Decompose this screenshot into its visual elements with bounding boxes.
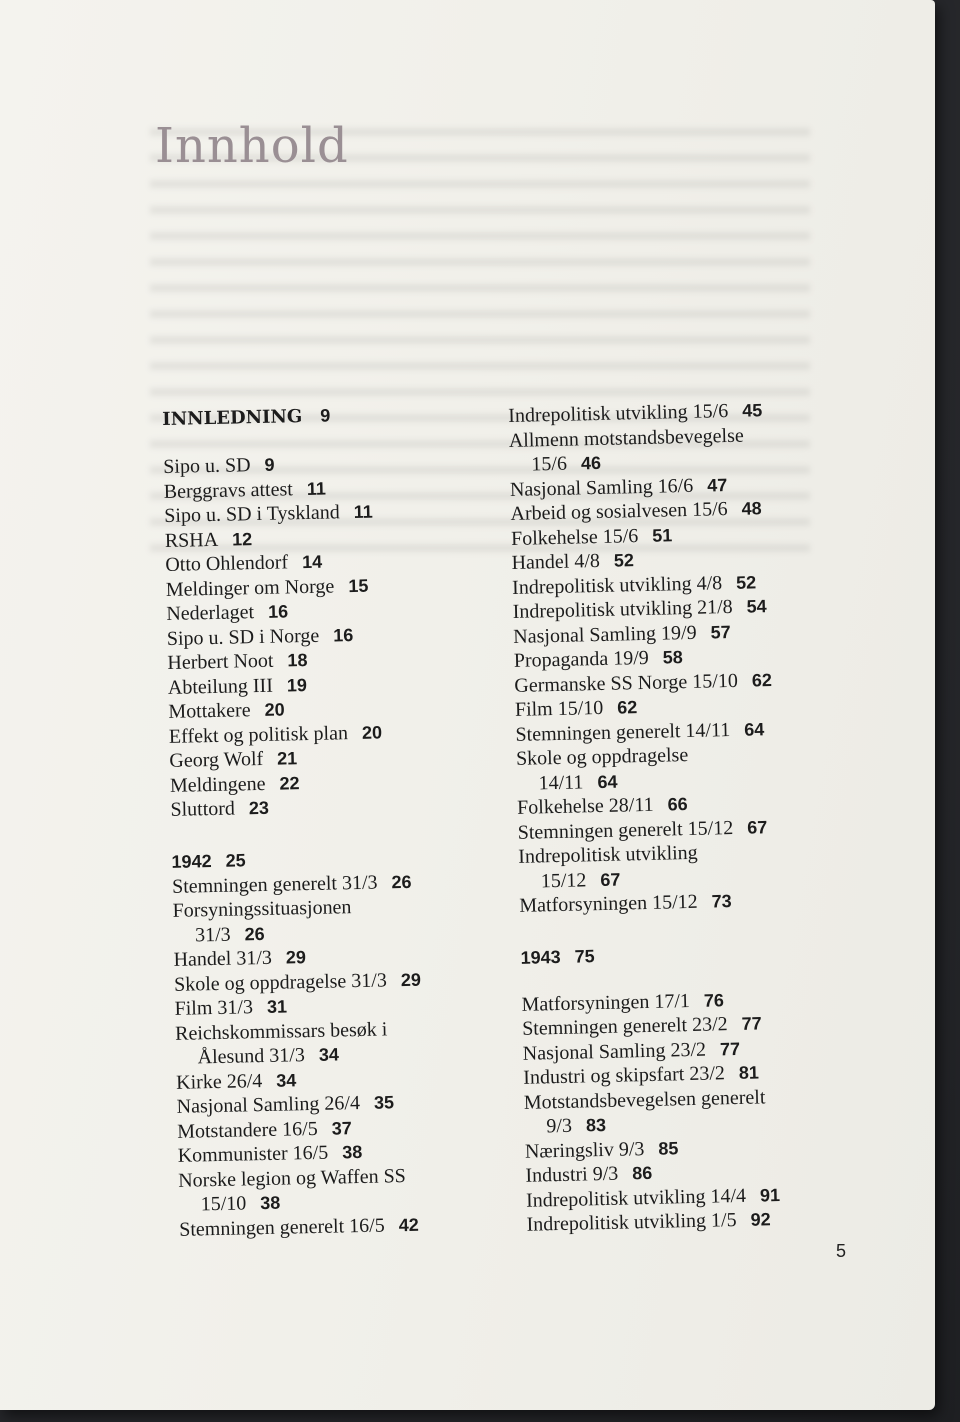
entry-page: 37 xyxy=(331,1117,352,1139)
entry-title: Effekt og politisk plan xyxy=(168,721,349,748)
entry-page: 20 xyxy=(264,699,285,720)
entry-title: Handel 4/8 xyxy=(511,549,601,574)
entry-title: Nasjonal Samling 19/9 xyxy=(513,621,697,648)
entry-title: Film 31/3 xyxy=(174,996,254,1020)
entry-title: Georg Wolf xyxy=(169,747,264,772)
entry-title-cont: Ålesund 31/3 xyxy=(197,1044,306,1069)
entry-title: Stemningen generelt 31/3 xyxy=(171,871,378,898)
entry-title: Meldingene xyxy=(169,772,266,797)
entry-page: 92 xyxy=(750,1209,771,1230)
entry-title: Propaganda 19/9 xyxy=(513,646,650,672)
entry-title: Nasjonal Samling 23/2 xyxy=(522,1038,707,1065)
toc-entry xyxy=(172,892,523,948)
year-page: 25 xyxy=(225,849,246,871)
entry-title: Handel 31/3 xyxy=(173,946,273,971)
toc-entry xyxy=(518,837,859,894)
entry-title: Folkehelse 28/11 xyxy=(516,793,654,819)
entry-page: 11 xyxy=(306,478,327,499)
entry-title-cont: 15/10 xyxy=(200,1192,247,1216)
entries-1943 xyxy=(521,985,866,1238)
toc-entry xyxy=(516,739,857,796)
entry-title: Norske legion og Waffen SS xyxy=(177,1164,407,1192)
entry-title: Film 15/10 xyxy=(514,696,604,721)
entry-page: 26 xyxy=(391,871,412,892)
entry-page: 23 xyxy=(248,797,270,819)
entry-page: 66 xyxy=(667,794,688,815)
entry-page: 34 xyxy=(318,1044,340,1065)
entry-page: 31 xyxy=(266,996,288,1017)
entry-title-cont: 31/3 xyxy=(194,923,231,946)
entry-page: 42 xyxy=(398,1214,419,1235)
entry-title-cont: 14/11 xyxy=(538,770,584,794)
entry-page: 51 xyxy=(652,524,673,546)
entry-page: 26 xyxy=(244,923,265,944)
entry-page: 14 xyxy=(301,551,323,573)
entry-title: Industri og skipsfart 23/2 xyxy=(523,1062,726,1089)
entry-page: 52 xyxy=(613,550,635,571)
entry-title: Nasjonal Samling 16/6 xyxy=(509,474,694,501)
entry-title: Abteilung III xyxy=(167,674,274,699)
entry-title: Indrepolitisk utvikling 1/5 xyxy=(526,1209,737,1236)
entry-title: Stemningen generelt 15/12 xyxy=(517,816,734,844)
entry-title: Kirke 26/4 xyxy=(175,1069,263,1094)
entry-title-cont: 15/6 xyxy=(531,452,568,476)
entry-page: 62 xyxy=(617,697,638,718)
entry-title-cont: 15/12 xyxy=(540,868,587,892)
entry-page: 77 xyxy=(741,1013,762,1034)
entry-page: 16 xyxy=(267,601,289,622)
entry-page: 76 xyxy=(703,989,725,1011)
entry-page: 64 xyxy=(743,718,765,740)
toc-column-left xyxy=(162,399,529,1242)
entry-title: Skole og oppdragelse xyxy=(515,744,689,770)
entry-page: 54 xyxy=(746,596,767,617)
entry-title: Matforsyningen 15/12 xyxy=(519,890,698,917)
entry-title: Mottakere xyxy=(168,699,251,723)
entry-title: Indrepolitisk utvikling xyxy=(518,841,698,868)
entry-page: 83 xyxy=(585,1114,607,1136)
entry-title: Sipo u. SD i Tyskland xyxy=(164,501,340,527)
entry-page: 18 xyxy=(287,650,308,671)
entry-page: 81 xyxy=(738,1062,760,1083)
entry-title: Indrepolitisk utvikling 4/8 xyxy=(511,571,723,599)
entry-title: Nasjonal Samling 26/4 xyxy=(176,1092,361,1118)
entry-title: Indrepolitisk utvikling 15/6 xyxy=(508,400,729,427)
entry-page: 35 xyxy=(373,1092,395,1113)
entry-page: 52 xyxy=(735,571,757,593)
entry-page: 46 xyxy=(580,452,602,474)
entry-title: Herbert Noot xyxy=(167,649,274,674)
entry-title: Indrepolitisk utvikling 14/4 xyxy=(525,1184,747,1212)
entry-title: Stemningen generelt 14/11 xyxy=(515,718,731,746)
entry-page: 64 xyxy=(597,771,618,792)
toc-entry xyxy=(178,1161,529,1217)
entry-page: 62 xyxy=(751,669,773,691)
entry-title: Folkehelse 15/6 xyxy=(510,524,639,550)
entry-page: 85 xyxy=(658,1137,679,1159)
section-page: 9 xyxy=(320,405,331,426)
entry-title: RSHA xyxy=(164,528,219,552)
entry-page: 48 xyxy=(741,498,762,519)
entry-page: 21 xyxy=(276,748,298,769)
entry-page: 67 xyxy=(746,816,768,838)
entry-page: 29 xyxy=(400,969,422,990)
entry-title: Kommunister 16/5 xyxy=(177,1141,329,1167)
entries-1942-left xyxy=(172,867,530,1242)
page-title: Innhold xyxy=(155,118,349,174)
entry-page: 73 xyxy=(711,891,732,912)
entry-title: Allmenn motstandsbevegelse xyxy=(508,424,744,452)
entry-page: 29 xyxy=(285,947,307,968)
entry-page: 15 xyxy=(348,575,369,596)
entry-title: Motstandsbevegelsen generelt xyxy=(523,1085,766,1114)
entry-page: 58 xyxy=(662,647,684,668)
entry-title: Matforsyningen 17/1 xyxy=(521,989,691,1016)
entry-title: Motstandere 16/5 xyxy=(176,1117,318,1143)
entry-title: Meldinger om Norge xyxy=(165,574,335,601)
entry-page: 67 xyxy=(600,869,621,890)
entry-page: 38 xyxy=(260,1192,281,1214)
entry-page: 22 xyxy=(279,772,300,794)
entry-page: 86 xyxy=(632,1162,653,1184)
year-title: 1943 xyxy=(520,946,561,968)
entry-title: Sipo u. SD i Norge xyxy=(166,624,320,650)
year-page: 75 xyxy=(574,945,595,967)
entry-page: 77 xyxy=(719,1038,741,1059)
entry-title: Sipo u. SD xyxy=(163,454,251,478)
entry-title: Indrepolitisk utvikling 21/8 xyxy=(512,595,733,623)
entry-page: 20 xyxy=(361,721,383,743)
entry-title: Industri 9/3 xyxy=(525,1162,619,1187)
entry-title: Skole og oppdragelse 31/3 xyxy=(173,968,388,996)
page-number: 5 xyxy=(836,1241,847,1261)
entry-title: Germanske SS Norge 15/10 xyxy=(514,669,739,697)
entry-title-cont: 9/3 xyxy=(546,1114,573,1138)
entry-title: Næringsliv 9/3 xyxy=(524,1137,645,1163)
entry-title: Sluttord xyxy=(170,797,236,821)
entry-page: 45 xyxy=(741,400,763,421)
entry-page: 47 xyxy=(706,474,728,495)
entry-page: 57 xyxy=(710,621,731,642)
entry-title: Stemningen generelt 23/2 xyxy=(521,1013,728,1040)
entry-title: Forsyningssituasjonen xyxy=(172,896,352,922)
entry-page: 34 xyxy=(276,1069,297,1091)
toc-entry xyxy=(175,1014,526,1070)
entry-title: Berggravs attest xyxy=(163,477,294,503)
entries-1942-right xyxy=(508,396,860,918)
entry-page: 9 xyxy=(264,454,275,475)
entry-page: 16 xyxy=(333,624,354,645)
entry-title: Arbeid og sosialvesen 15/6 xyxy=(510,498,728,525)
entry-page: 38 xyxy=(342,1141,363,1163)
entry-title: Otto Ohlendorf xyxy=(165,551,289,576)
intro-entries xyxy=(163,448,521,823)
entry-page: 91 xyxy=(759,1184,781,1205)
toc-entry xyxy=(509,421,850,478)
toc-entry xyxy=(524,1083,865,1140)
entry-page: 12 xyxy=(231,528,253,550)
toc-column-right xyxy=(508,396,867,1237)
year-title: 1942 xyxy=(171,850,212,872)
entry-title: Stemningen generelt 16/5 xyxy=(179,1214,385,1241)
entry-page: 19 xyxy=(286,674,308,695)
entry-title: Reichskommissars besøk i xyxy=(174,1017,388,1045)
section-title: INNLEDNING xyxy=(162,406,303,430)
entry-page: 11 xyxy=(353,501,373,523)
entry-title: Nederlaget xyxy=(166,601,255,625)
